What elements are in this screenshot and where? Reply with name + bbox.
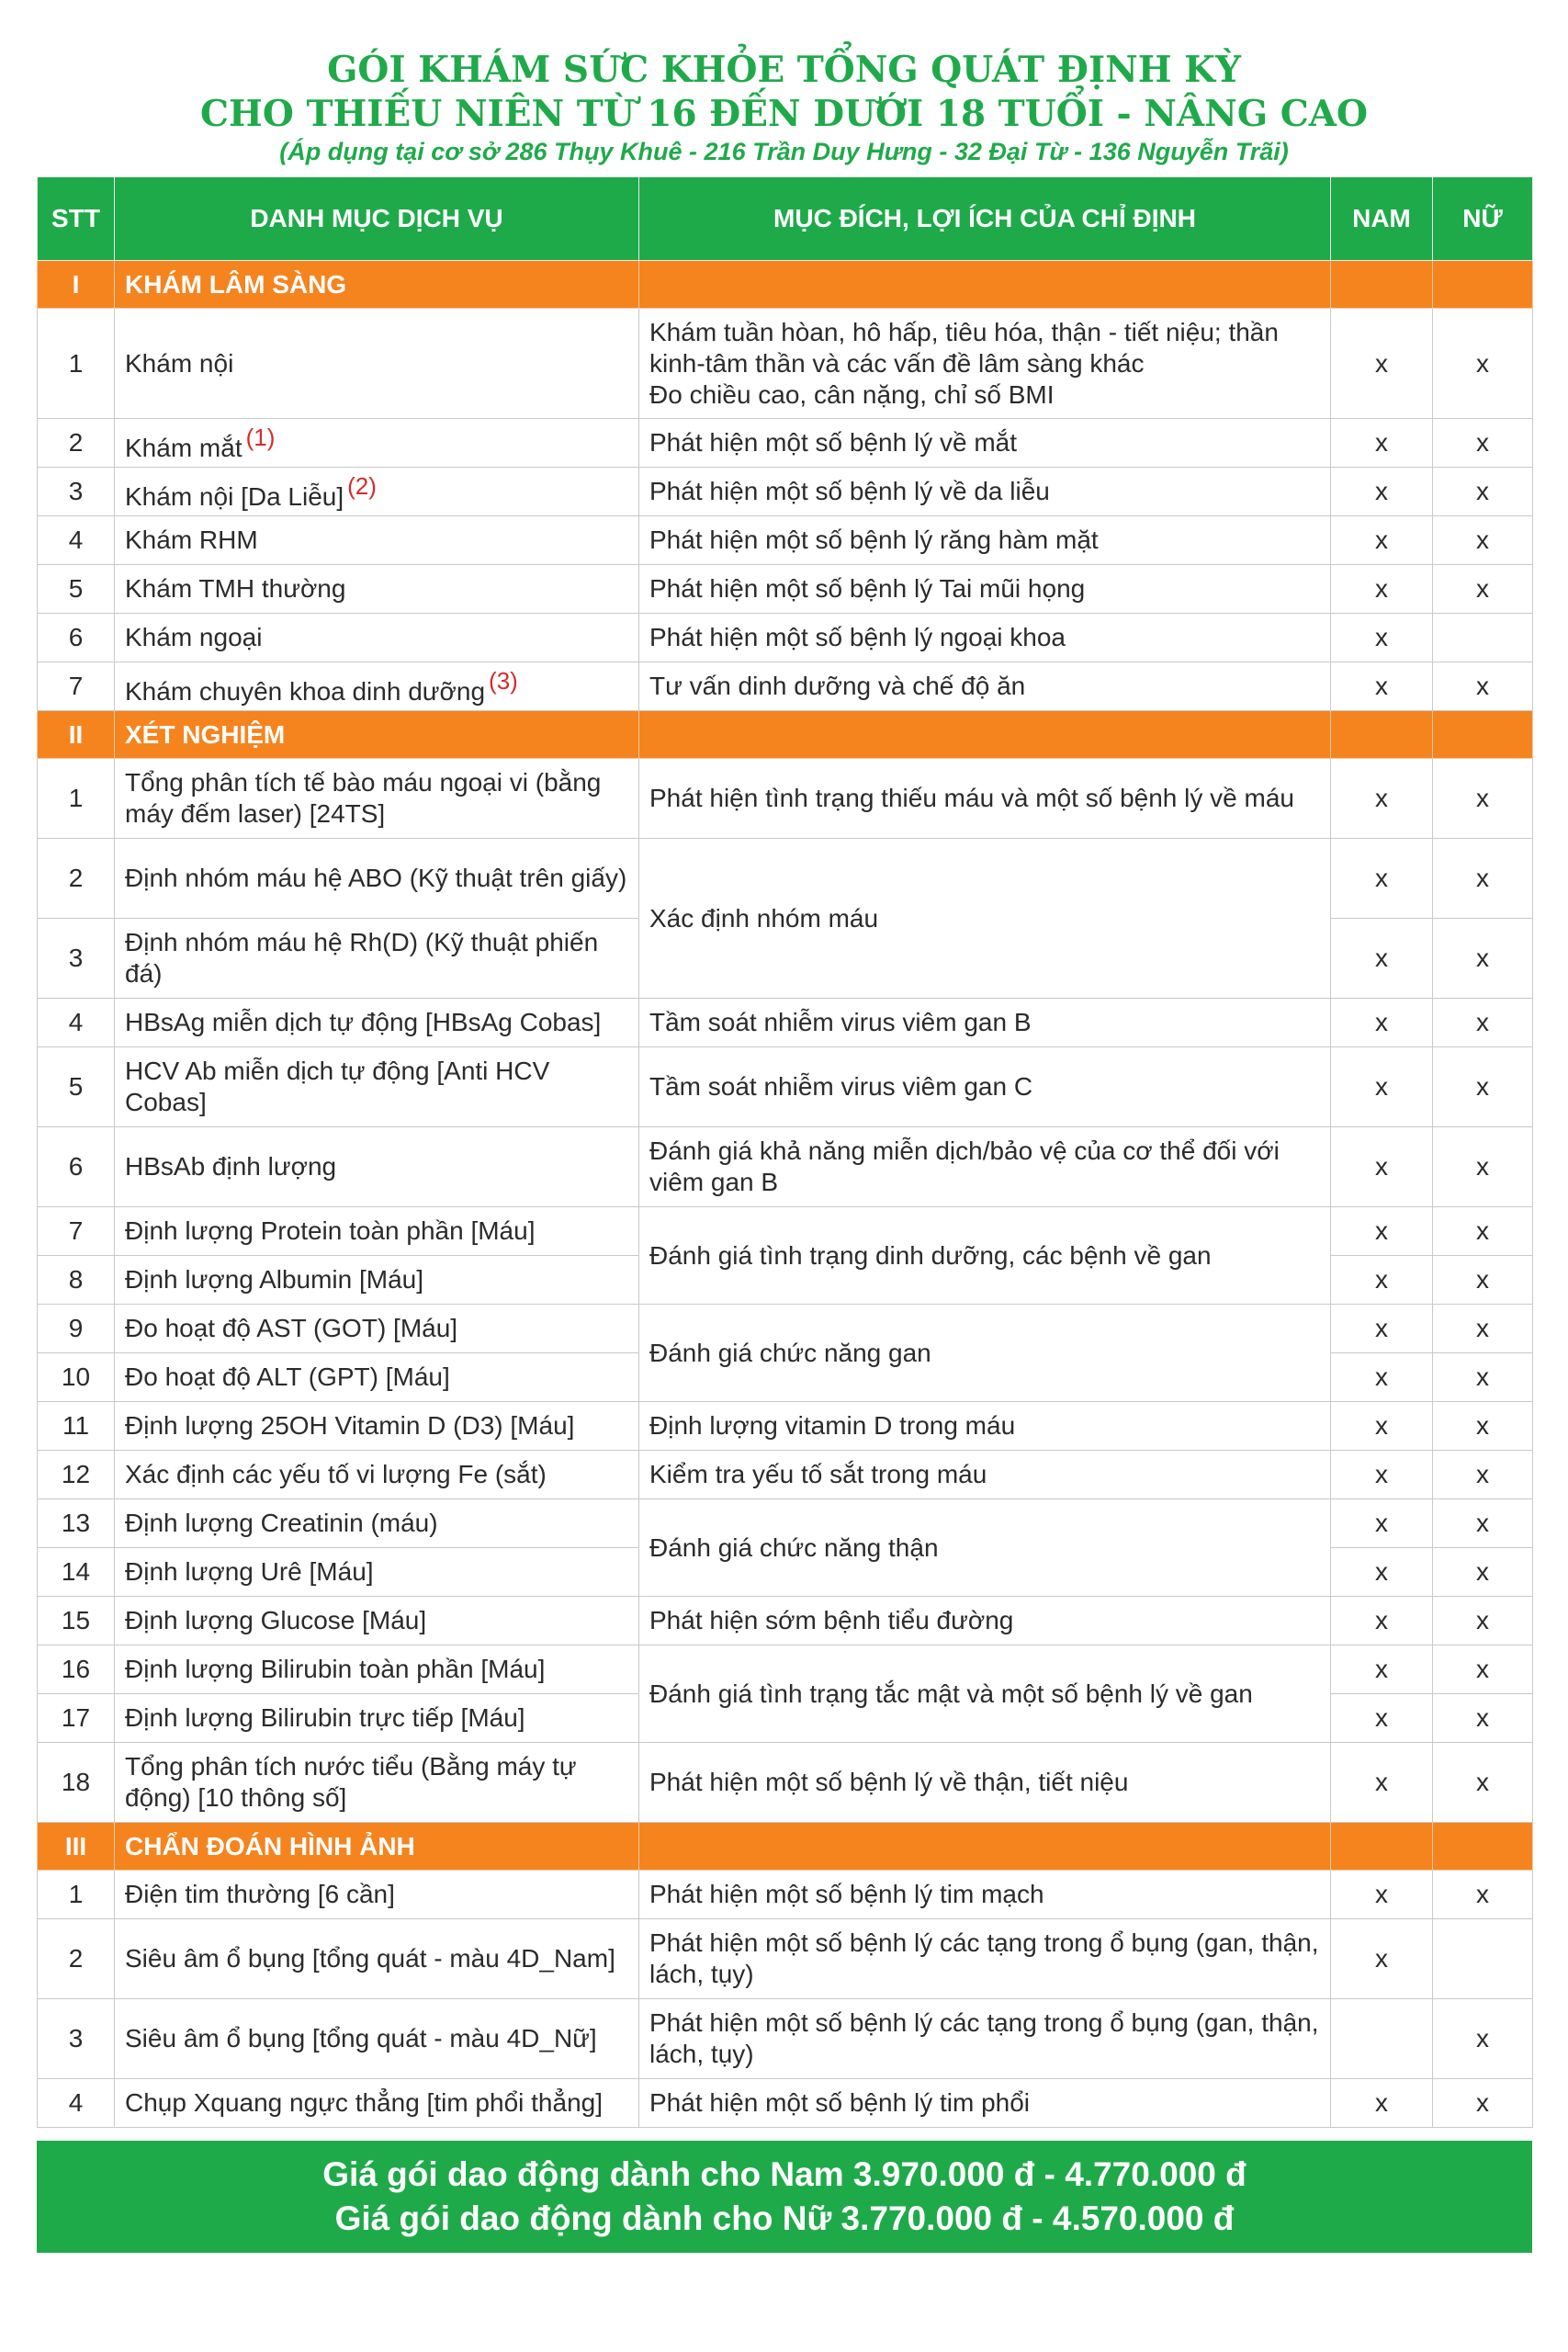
row-male-mark: x	[1331, 1499, 1433, 1548]
row-stt: 14	[38, 1548, 115, 1597]
row-female-mark: x	[1433, 1499, 1533, 1548]
row-male-mark: x	[1331, 1694, 1433, 1743]
row-stt: 9	[38, 1305, 115, 1353]
row-service-text: Khám nội	[125, 348, 234, 378]
row-male-mark: x	[1331, 1919, 1433, 1999]
table-row	[38, 516, 1533, 565]
table-row	[38, 1402, 1533, 1451]
row-male-mark: x	[1331, 1353, 1433, 1402]
row-service: Định lượng Creatinin (máu)	[115, 1499, 639, 1548]
table-row	[38, 1645, 1533, 1694]
price-female: Giá gói dao động dành cho Nữ 3.770.000 đ - 4.570.000 đ	[334, 2199, 1235, 2237]
section-row	[38, 261, 1533, 309]
table-row	[38, 1499, 1533, 1548]
document-header	[0, 0, 1568, 175]
row-stt: 5	[38, 1047, 115, 1127]
row-female-mark: x	[1433, 419, 1533, 468]
row-service: HCV Ab miễn dịch tự động [Anti HCV Cobas]	[115, 1047, 639, 1127]
row-service: Khám TMH thường	[115, 565, 639, 614]
row-purpose-line: Khám tuần hòan, hô hấp, tiêu hóa, thận - tiết niệu; thần	[649, 317, 1279, 346]
row-male-mark: x	[1331, 1207, 1433, 1256]
row-stt: 4	[38, 999, 115, 1047]
table-row	[38, 1305, 1533, 1353]
table-row	[38, 2079, 1533, 2128]
column-header-female: NỮ	[1433, 177, 1533, 261]
table-row	[38, 309, 1533, 419]
table-row	[38, 1919, 1533, 1999]
document-title-line2: CHO THIẾU NIÊN TỪ 16 ĐẾN DƯỚI 18 TUỔI - NÂNG CAO	[200, 93, 1368, 135]
row-male-mark	[1331, 1999, 1433, 2079]
row-female-mark: x	[1433, 2079, 1533, 2128]
row-female-mark: x	[1433, 468, 1533, 516]
row-female-mark: x	[1433, 1743, 1533, 1823]
row-female-mark	[1433, 1919, 1533, 1999]
row-male-mark: x	[1331, 309, 1433, 419]
row-service: Đo hoạt độ AST (GOT) [Máu]	[115, 1305, 639, 1353]
row-male-mark: x	[1331, 839, 1433, 919]
row-purpose: Phát hiện sớm bệnh tiểu đường	[639, 1597, 1331, 1645]
row-male-mark: x	[1331, 2079, 1433, 2128]
row-service: Định lượng 25OH Vitamin D (D3) [Máu]	[115, 1402, 639, 1451]
row-service: Định nhóm máu hệ Rh(D) (Kỹ thuật phiến đá)	[115, 919, 639, 999]
row-stt: 4	[38, 516, 115, 565]
row-purpose: Đánh giá tình trạng dinh dưỡng, các bệnh về gan	[639, 1207, 1331, 1305]
row-service: Điện tim thường [6 cần]	[115, 1871, 639, 1919]
document-title-line1: GÓI KHÁM SỨC KHỎE TỔNG QUÁT ĐỊNH KỲ	[327, 49, 1241, 91]
row-purpose: Phát hiện một số bệnh lý các tạng trong ổ bụng (gan, thận, lách, tụy)	[639, 1999, 1331, 2079]
row-stt: 1	[38, 759, 115, 839]
row-male-mark: x	[1331, 1548, 1433, 1597]
row-purpose	[639, 309, 1331, 419]
row-purpose: Phát hiện một số bệnh lý về mắt	[639, 419, 1331, 468]
table-row	[38, 839, 1533, 919]
row-female-mark: x	[1433, 839, 1533, 919]
row-purpose: Xác định nhóm máu	[639, 839, 1331, 999]
row-female-mark: x	[1433, 1305, 1533, 1353]
row-stt: 5	[38, 565, 115, 614]
footnote-marker: (3)	[489, 667, 518, 695]
row-stt: 2	[38, 839, 115, 919]
table-row	[38, 662, 1533, 711]
row-purpose: Phát hiện một số bệnh lý răng hàm mặt	[639, 516, 1331, 565]
row-purpose: Phát hiện một số bệnh lý về thận, tiết niệu	[639, 1743, 1331, 1823]
table-row	[38, 999, 1533, 1047]
row-stt: 12	[38, 1451, 115, 1499]
row-purpose: Đánh giá tình trạng tắc mật và một số bệnh lý về gan	[639, 1645, 1331, 1743]
row-stt: 2	[38, 1919, 115, 1999]
row-male-mark: x	[1331, 1402, 1433, 1451]
section-title: KHÁM LÂM SÀNG	[115, 261, 639, 309]
row-stt: 4	[38, 2079, 115, 2128]
row-female-mark: x	[1433, 999, 1533, 1047]
row-purpose: Tư vấn dinh dưỡng và chế độ ăn	[639, 662, 1331, 711]
row-female-mark: x	[1433, 1645, 1533, 1694]
row-stt: 6	[38, 614, 115, 662]
row-male-mark: x	[1331, 1645, 1433, 1694]
row-purpose: Phát hiện một số bệnh lý tim phổi	[639, 2079, 1331, 2128]
row-service: Siêu âm ổ bụng [tổng quát - màu 4D_Nam]	[115, 1919, 639, 1999]
row-female-mark: x	[1433, 919, 1533, 999]
row-female-mark: x	[1433, 1127, 1533, 1207]
row-stt: 3	[38, 1999, 115, 2079]
row-purpose: Định lượng vitamin D trong máu	[639, 1402, 1331, 1451]
price-male: Giá gói dao động dành cho Nam 3.970.000 đ - 4.770.000 đ	[322, 2155, 1247, 2193]
section-title: CHẨN ĐOÁN HÌNH ẢNH	[115, 1823, 639, 1871]
row-purpose: Tầm soát nhiễm virus viêm gan C	[639, 1047, 1331, 1127]
table-row	[38, 1207, 1533, 1256]
row-female-mark: x	[1433, 1207, 1533, 1256]
table-row	[38, 1047, 1533, 1127]
row-service: Định lượng Protein toàn phần [Máu]	[115, 1207, 639, 1256]
row-female-mark: x	[1433, 1353, 1533, 1402]
row-service	[115, 419, 639, 468]
document-subtitle: (Áp dụng tại cơ sở 286 Thụy Khuê - 216 Trần Duy Hưng - 32 Đại Từ - 136 Nguyễn Trãi)	[279, 138, 1289, 165]
row-service-text: Khám nội [Da Liễu]	[125, 482, 344, 511]
row-stt: 10	[38, 1353, 115, 1402]
row-male-mark: x	[1331, 999, 1433, 1047]
row-stt: 7	[38, 662, 115, 711]
row-service: Định lượng Albumin [Máu]	[115, 1256, 639, 1305]
row-male-mark: x	[1331, 759, 1433, 839]
footnote-marker: (2)	[347, 472, 377, 500]
table-row	[38, 759, 1533, 839]
table-row	[38, 1871, 1533, 1919]
row-female-mark: x	[1433, 1597, 1533, 1645]
table-header-row	[38, 177, 1533, 261]
row-service	[115, 309, 639, 419]
row-purpose: Phát hiện một số bệnh lý về da liễu	[639, 468, 1331, 516]
row-service: Chụp Xquang ngực thẳng [tim phổi thẳng]	[115, 2079, 639, 2128]
row-stt: 2	[38, 419, 115, 468]
row-service: Siêu âm ổ bụng [tổng quát - màu 4D_Nữ]	[115, 1999, 639, 2079]
section-title: XÉT NGHIỆM	[115, 711, 639, 759]
row-purpose-line: kinh-tâm thần và các vấn đề lâm sàng khác	[649, 348, 1145, 378]
row-female-mark: x	[1433, 565, 1533, 614]
row-male-mark: x	[1331, 1047, 1433, 1127]
row-purpose: Tầm soát nhiễm virus viêm gan B	[639, 999, 1331, 1047]
row-purpose: Phát hiện tình trạng thiếu máu và một số bệnh lý về máu	[639, 759, 1331, 839]
row-service: Đo hoạt độ ALT (GPT) [Máu]	[115, 1353, 639, 1402]
row-male-mark: x	[1331, 565, 1433, 614]
row-female-mark: x	[1433, 1256, 1533, 1305]
column-header-purpose: MỤC ĐÍCH, LỢI ÍCH CỦA CHỈ ĐỊNH	[639, 177, 1331, 261]
row-purpose: Đánh giá chức năng gan	[639, 1305, 1331, 1402]
column-header-male: NAM	[1331, 177, 1433, 261]
row-stt: 18	[38, 1743, 115, 1823]
row-service: Khám RHM	[115, 516, 639, 565]
table-row	[38, 614, 1533, 662]
row-service: Định nhóm máu hệ ABO (Kỹ thuật trên giấy)	[115, 839, 639, 919]
row-service: Định lượng Bilirubin trực tiếp [Máu]	[115, 1694, 639, 1743]
row-service: Tổng phân tích tế bào máu ngoại vi (bằng máy đếm laser) [24TS]	[115, 759, 639, 839]
row-purpose: Đánh giá khả năng miễn dịch/bảo vệ của cơ thể đối với viêm gan B	[639, 1127, 1331, 1207]
row-male-mark: x	[1331, 516, 1433, 565]
table-row	[38, 1743, 1533, 1823]
footnote-marker: (1)	[245, 424, 276, 451]
row-service: HBsAb định lượng	[115, 1127, 639, 1207]
row-male-mark: x	[1331, 1871, 1433, 1919]
row-female-mark: x	[1433, 1402, 1533, 1451]
row-stt: 3	[38, 919, 115, 999]
row-service-text: Khám mắt	[125, 434, 243, 462]
row-stt: 13	[38, 1499, 115, 1548]
row-service: Tổng phân tích nước tiểu (Bằng máy tự động) [10 thông số]	[115, 1743, 639, 1823]
row-female-mark: x	[1433, 1694, 1533, 1743]
row-male-mark: x	[1331, 919, 1433, 999]
row-stt: 16	[38, 1645, 115, 1694]
row-service: Định lượng Bilirubin toàn phần [Máu]	[115, 1645, 639, 1694]
row-female-mark: x	[1433, 516, 1533, 565]
row-female-mark: x	[1433, 1047, 1533, 1127]
row-male-mark: x	[1331, 1597, 1433, 1645]
row-female-mark: x	[1433, 1548, 1533, 1597]
row-purpose: Phát hiện một số bệnh lý các tạng trong ổ bụng (gan, thận, lách, tụy)	[639, 1919, 1331, 1999]
row-stt: 1	[38, 309, 115, 419]
row-female-mark: x	[1433, 1999, 1533, 2079]
row-female-mark: x	[1433, 1451, 1533, 1499]
section-row	[38, 711, 1533, 759]
row-stt: 11	[38, 1402, 115, 1451]
row-purpose: Kiểm tra yếu tố sắt trong máu	[639, 1451, 1331, 1499]
table-row	[38, 1999, 1533, 2079]
row-male-mark: x	[1331, 1305, 1433, 1353]
section-number: I	[38, 261, 115, 309]
section-number: III	[38, 1823, 115, 1871]
row-male-mark: x	[1331, 662, 1433, 711]
row-male-mark: x	[1331, 1256, 1433, 1305]
table-row	[38, 419, 1533, 468]
service-table	[37, 176, 1533, 2128]
row-purpose: Phát hiện một số bệnh lý Tai mũi họng	[639, 565, 1331, 614]
row-female-mark	[1433, 614, 1533, 662]
row-service	[115, 662, 639, 711]
row-female-mark: x	[1433, 1871, 1533, 1919]
table-row	[38, 1127, 1533, 1207]
table-row	[38, 468, 1533, 516]
row-purpose: Đánh giá chức năng thận	[639, 1499, 1331, 1597]
row-stt: 3	[38, 468, 115, 516]
row-service: HBsAg miễn dịch tự động [HBsAg Cobas]	[115, 999, 639, 1047]
row-service: Định lượng Urê [Máu]	[115, 1548, 639, 1597]
row-male-mark: x	[1331, 1127, 1433, 1207]
section-row	[38, 1823, 1533, 1871]
column-header-service: DANH MỤC DỊCH VỤ	[115, 177, 639, 261]
row-female-mark: x	[1433, 662, 1533, 711]
table-row	[38, 1597, 1533, 1645]
row-service	[115, 468, 639, 516]
row-purpose: Phát hiện một số bệnh lý tim mạch	[639, 1871, 1331, 1919]
section-number: II	[38, 711, 115, 759]
row-male-mark: x	[1331, 468, 1433, 516]
row-stt: 15	[38, 1597, 115, 1645]
row-purpose-line: Đo chiều cao, cân nặng, chỉ số BMI	[649, 379, 1055, 409]
row-stt: 1	[38, 1871, 115, 1919]
row-service: Định lượng Glucose [Máu]	[115, 1597, 639, 1645]
row-service: Xác định các yếu tố vi lượng Fe (sắt)	[115, 1451, 639, 1499]
row-female-mark: x	[1433, 309, 1533, 419]
column-header-stt: STT	[38, 177, 115, 261]
price-banner	[37, 2141, 1532, 2253]
row-service-text: Khám chuyên khoa dinh dưỡng	[125, 677, 486, 706]
row-stt: 6	[38, 1127, 115, 1207]
row-purpose: Phát hiện một số bệnh lý ngoại khoa	[639, 614, 1331, 662]
row-service: Khám ngoại	[115, 614, 639, 662]
row-male-mark: x	[1331, 1451, 1433, 1499]
row-stt: 8	[38, 1256, 115, 1305]
row-male-mark: x	[1331, 614, 1433, 662]
row-stt: 7	[38, 1207, 115, 1256]
row-male-mark: x	[1331, 1743, 1433, 1823]
table-row	[38, 1451, 1533, 1499]
row-male-mark: x	[1331, 419, 1433, 468]
row-female-mark: x	[1433, 759, 1533, 839]
row-stt: 17	[38, 1694, 115, 1743]
table-row	[38, 565, 1533, 614]
